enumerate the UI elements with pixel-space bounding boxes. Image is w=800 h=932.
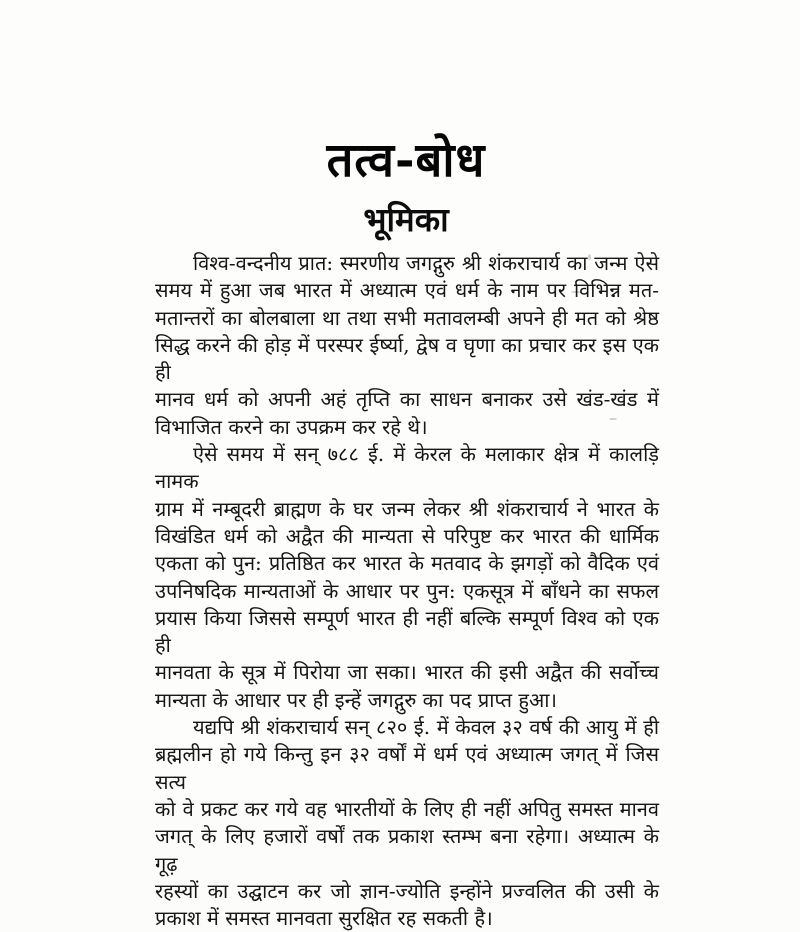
text-line: ग्राम में नम्बूदरी ब्राह्मण के घर जन्म लेकर श्री शंकराचार्य ने भारत के — [155, 496, 659, 521]
text-line: मान्यता के आधार पर ही इन्हें जगद्गुरु का पद प्राप्त हुआ। — [155, 687, 558, 712]
text-line: मतान्तरों का बोलबाला था तथा सभी मतावलम्बी अपने ही मत को श्रेष्ठ — [155, 305, 659, 330]
text-line: विश्व-वन्दनीय प्रात: स्मरणीय जगद्गुरु श्री शंकराचार्य का जन्म ऐसे — [193, 251, 659, 275]
text-line: विभाजित करने का उपक्रम कर रहे थे। — [155, 414, 428, 439]
text-line: को वे प्रकट कर गये वह भारतीयों के लिए ही नहीं अपितु समस्त मानव — [155, 796, 659, 821]
text-line: प्रयास किया जिससे सम्पूर्ण भारत ही नहीं बल्कि सम्पूर्ण विश्व को एक ही — [155, 605, 659, 658]
paragraph-2 — [155, 441, 659, 714]
text-line: मानवता के सूत्र में पिरोया जा सका। भारत की इसी अद्वैत की सर्वोच्च — [155, 660, 659, 685]
text-line: रहस्यों का उद्घाटन कर जो ज्ञान-ज्योति इन्होंने प्रज्वलित की उसी के — [155, 878, 659, 903]
paragraph-3 — [155, 714, 659, 932]
text-line: प्रकाश में समस्त मानवता सुरक्षित रह सकती है। — [155, 906, 493, 931]
text-line: समय में हुआ जब भारत में अध्यात्म एवं धर्म के नाम पर विभिन्न मत- — [155, 278, 659, 303]
text-line: विखंडित धर्म को अद्वैत की मान्यता से परिपुष्ट कर भारत की धार्मिक — [155, 523, 659, 548]
text-line: एकता को पुन: प्रतिष्ठित कर भारत के मतवाद के झगड़ों को वैदिक एवं — [155, 551, 659, 576]
text-line: ऐसे समय में सन् ७८८ ई. में केरल के मलाकार क्षेत्र में कालड़ि नामक — [155, 442, 659, 494]
text-line: जगत् के लिए हजारों वर्षों तक प्रकाश स्तम्भ बना रहेगा। अध्यात्म के गूढ़ — [155, 824, 659, 876]
text-line: यद्यपि श्री शंकराचार्य सन् ८२० ई. में केवल ३२ वर्ष की आयु में ही — [193, 715, 659, 740]
text-line: ब्रह्मलीन हो गये किन्तु इन ३२ वर्षों में धर्म एवं अध्यात्म जगत् में जिस सत्य — [155, 742, 659, 794]
page-body — [155, 250, 659, 932]
section-title: भूमिका — [363, 200, 449, 239]
paragraph-1 — [155, 250, 659, 441]
text-line: उपनिषदिक मान्यताओं के आधार पर पुन: एकसूत्र में बाँधने का सफल — [155, 578, 659, 603]
book-title: तत्व-बोध — [326, 133, 486, 188]
text-line: सिद्ध करने की होड़ में परस्पर ईर्ष्या, द्वेष व घृणा का प्रचार कर इस एक ही — [155, 332, 659, 385]
text-line: मानव धर्म को अपनी अहं तृप्ति का साधन बनाकर उसे खंड-खंड में — [155, 387, 659, 412]
